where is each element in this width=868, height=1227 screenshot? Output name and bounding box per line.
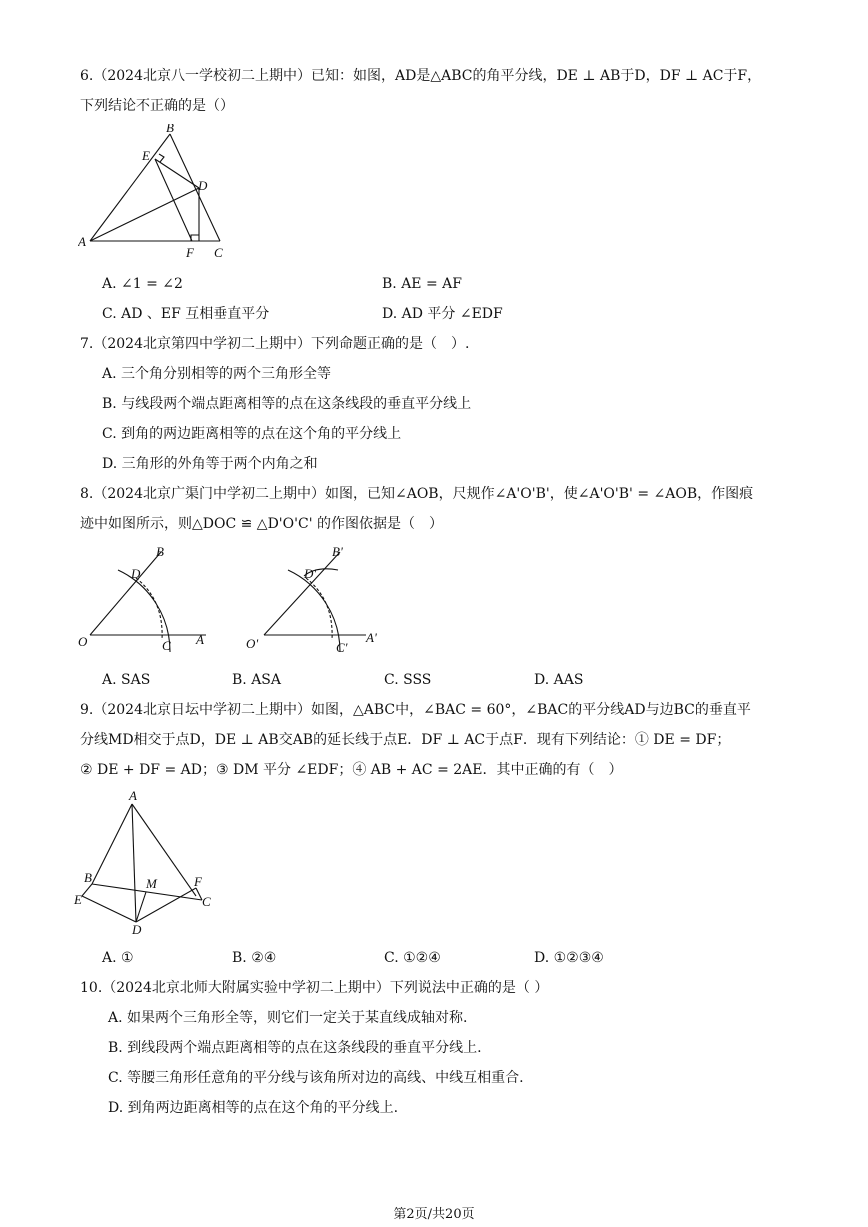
q8-stem-line1: 8.（2024北京广渠门中学初二上期中）如图，已知∠AOB，尺规作∠A'O'B'，使∠A'O'B' = ∠AOB，作图痕 — [80, 486, 754, 502]
q9-label-d: D — [132, 922, 142, 937]
q9-stem-line3: ② DE + DF = AD；③ DM 平分 ∠EDF；④ AB + AC = 2AE．其中正确的有（ ） — [80, 762, 623, 778]
q6-option-a[interactable]: A. ∠1 = ∠2 — [102, 276, 183, 292]
q8-label-d: D — [131, 566, 141, 581]
q9-stem-line1: 9.（2024北京日坛中学初二上期中）如图，△ABC中，∠BAC = 60°，∠BAC的平分线AD与边BC的垂直平 — [80, 702, 751, 718]
q6-option-d[interactable]: D. AD 平分 ∠EDF — [382, 306, 503, 322]
q7-option-b[interactable]: B. 与线段两个端点距离相等的点在这条线段的垂直平分线上 — [102, 396, 472, 412]
q6-label-b: B — [166, 124, 174, 135]
q9-label-e: E — [74, 892, 82, 907]
q10-option-c[interactable]: C. 等腰三角形任意角的平分线与该角所对边的高线、中线互相重合. — [108, 1070, 524, 1086]
q6-figure — [78, 124, 238, 264]
q7-option-c[interactable]: C. 到角的两边距离相等的点在这个角的平分线上 — [102, 426, 402, 442]
q8-label-c-prime: C' — [336, 640, 348, 655]
q8-figure — [76, 540, 396, 660]
q6-stem-line1: 6.（2024北京八一学校初二上期中）已知：如图，AD是△ABC的角平分线，DE ⊥ AB于D，DF ⊥ AC于F， — [80, 68, 762, 84]
q6-label-d: D — [198, 178, 208, 193]
q6-label-c: C — [214, 245, 223, 260]
q8-label-b: B — [156, 544, 164, 559]
q6-label-e: E — [142, 148, 150, 163]
q9-option-c[interactable]: C. ①②④ — [384, 950, 441, 966]
q8-label-a: A — [196, 632, 204, 647]
q9-label-m: M — [146, 876, 157, 891]
q9-label-a: A — [129, 788, 137, 803]
q10-option-d[interactable]: D. 到角两边距离相等的点在这个角的平分线上. — [108, 1100, 399, 1116]
q8-option-c[interactable]: C. SSS — [384, 672, 432, 688]
q8-option-a[interactable]: A. SAS — [102, 672, 151, 688]
q8-label-b-prime: B' — [332, 544, 343, 559]
q8-label-a-prime: A' — [366, 630, 377, 645]
q9-figure — [72, 788, 222, 938]
q6-label-a: A — [78, 234, 86, 249]
q6-stem-line2: 下列结论不正确的是（） — [80, 98, 234, 114]
q8-label-d-prime: D' — [304, 566, 317, 581]
q7-stem: 7.（2024北京第四中学初二上期中）下列命题正确的是（ ）. — [80, 336, 470, 352]
q8-option-b[interactable]: B. ASA — [232, 672, 281, 688]
q10-option-b[interactable]: B. 到线段两个端点距离相等的点在这条线段的垂直平分线上. — [108, 1040, 482, 1056]
q6-option-b[interactable]: B. AE = AF — [382, 276, 462, 292]
q7-option-a[interactable]: A. 三个角分别相等的两个三角形全等 — [102, 366, 332, 382]
q8-option-d[interactable]: D. AAS — [534, 672, 584, 688]
q8-label-o-prime: O' — [246, 636, 259, 651]
q8-stem-line2: 迹中如图所示，则△DOC ≌ △D'O'C' 的作图依据是（ ） — [80, 516, 443, 532]
q9-label-c: C — [202, 894, 211, 909]
q6-label-f: F — [186, 245, 194, 260]
q8-label-o: O — [78, 634, 88, 649]
q9-label-f: F — [194, 874, 202, 889]
q7-option-d[interactable]: D. 三角形的外角等于两个内角之和 — [102, 456, 318, 472]
q10-stem: 10.（2024北京北师大附属实验中学初二上期中）下列说法中正确的是（ ） — [80, 980, 549, 996]
q9-option-d[interactable]: D. ①②③④ — [534, 950, 604, 966]
q9-option-a[interactable]: A. ① — [102, 950, 134, 966]
q9-label-b: B — [84, 870, 92, 885]
q6-option-c[interactable]: C. AD 、EF 互相垂直平分 — [102, 306, 270, 322]
q8-label-c: C — [162, 638, 171, 653]
q10-option-a[interactable]: A. 如果两个三角形全等，则它们一定关于某直线成轴对称. — [108, 1010, 468, 1026]
page-footer: 第2页/共20页 — [393, 1207, 475, 1222]
q9-option-b[interactable]: B. ②④ — [232, 950, 277, 966]
q9-stem-line2: 分线MD相交于点D，DE ⊥ AB交AB的延长线于点E．DF ⊥ AC于点F．现有下列结论：① DE = DF； — [80, 732, 731, 748]
